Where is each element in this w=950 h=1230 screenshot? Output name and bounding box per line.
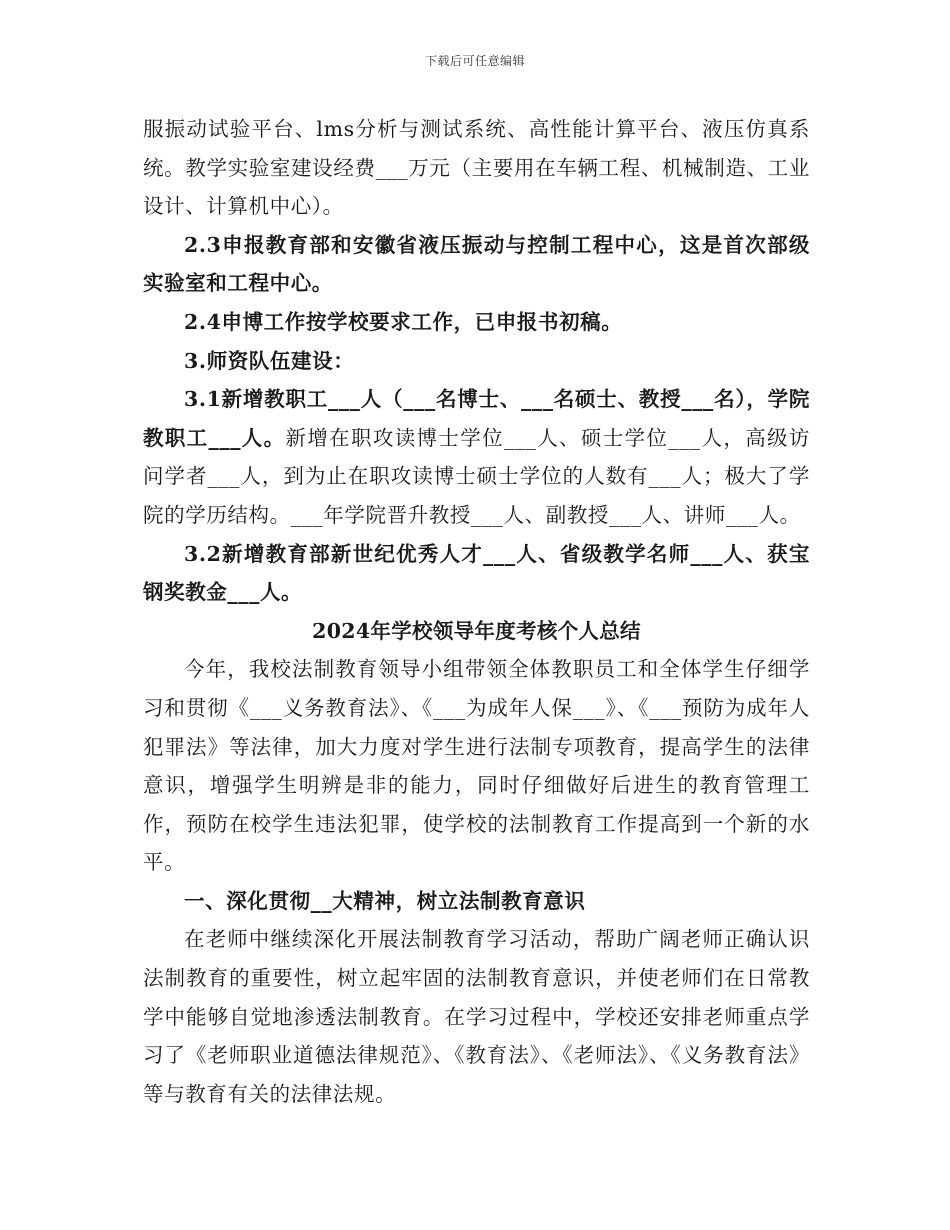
paragraph-3-1-bold: 3.1新增教职工___人（___名博士、___名硕士、教授___名），学院教职工___人。 (143, 387, 810, 450)
paragraph-intro: 今年，我校法制教育领导小组带领全体教职员工和全体学生仔细学习和贯彻《___义务教育法》、《___为成年人保___》、《___预防为成年人犯罪法》等法律，加大力度对学生进行法制专项教育，提高学生的法律意识，增强学生明辨是非的能力，同时仔细做好后进生的教育管理工作，预防在校学生违法犯罪，使学校的法制教育工作提高到一个新的水平。 (143, 657, 810, 875)
document-body (143, 110, 810, 1113)
paragraph-teachers: 在老师中继续深化开展法制教育学习活动，帮助广阔老师正确认识法制教育的重要性，树立起牢固的法制教育意识，并使老师们在日常教学中能够自觉地渗透法制教育。在学习过程中，学校还安排老师重点学习了《老师职业道德法律规范》、《教育法》、《老师法》、《义务教育法》等与教育有关的法律法规。 (143, 927, 810, 1106)
document-title: 2024年学校领导年度考核个人总结 (312, 618, 641, 643)
paragraph-3-1 (143, 380, 810, 534)
paragraph-2-3: 2.3申报教育部和安徽省液压振动与控制工程中心，这是首次部级实验室和工程中心。 (143, 232, 810, 296)
heading-section-1: 一、深化贯彻__大精神，树立法制教育意识 (184, 888, 586, 913)
paragraph-2-4: 2.4申博工作按学校要求工作，已申报书初稿。 (184, 309, 623, 334)
paragraph-3-1-rest: 新增在职攻读博士学位___人、硕士学位___人，高级访问学者___人，到为止在职攻读博士硕士学位的人数有___人；极大了学院的学历结构。___年学院晋升教授___人、副教授___人、讲师___人。 (143, 425, 810, 527)
paragraph-equipment: 服振动试验平台、lms分析与测试系统、高性能计算平台、液压仿真系统。教学实验室建设经费___万元（主要用在车辆工程、机械制造、工业设计、计算机中心）。 (143, 117, 810, 219)
header-note: 下载后可任意编辑 (424, 54, 525, 68)
heading-faculty: 3.师资队伍建设： (184, 348, 355, 373)
paragraph-3-2: 3.2新增教育部新世纪优秀人才___人、省级教学名师___人、获宝钢奖教金___人。 (143, 541, 810, 605)
